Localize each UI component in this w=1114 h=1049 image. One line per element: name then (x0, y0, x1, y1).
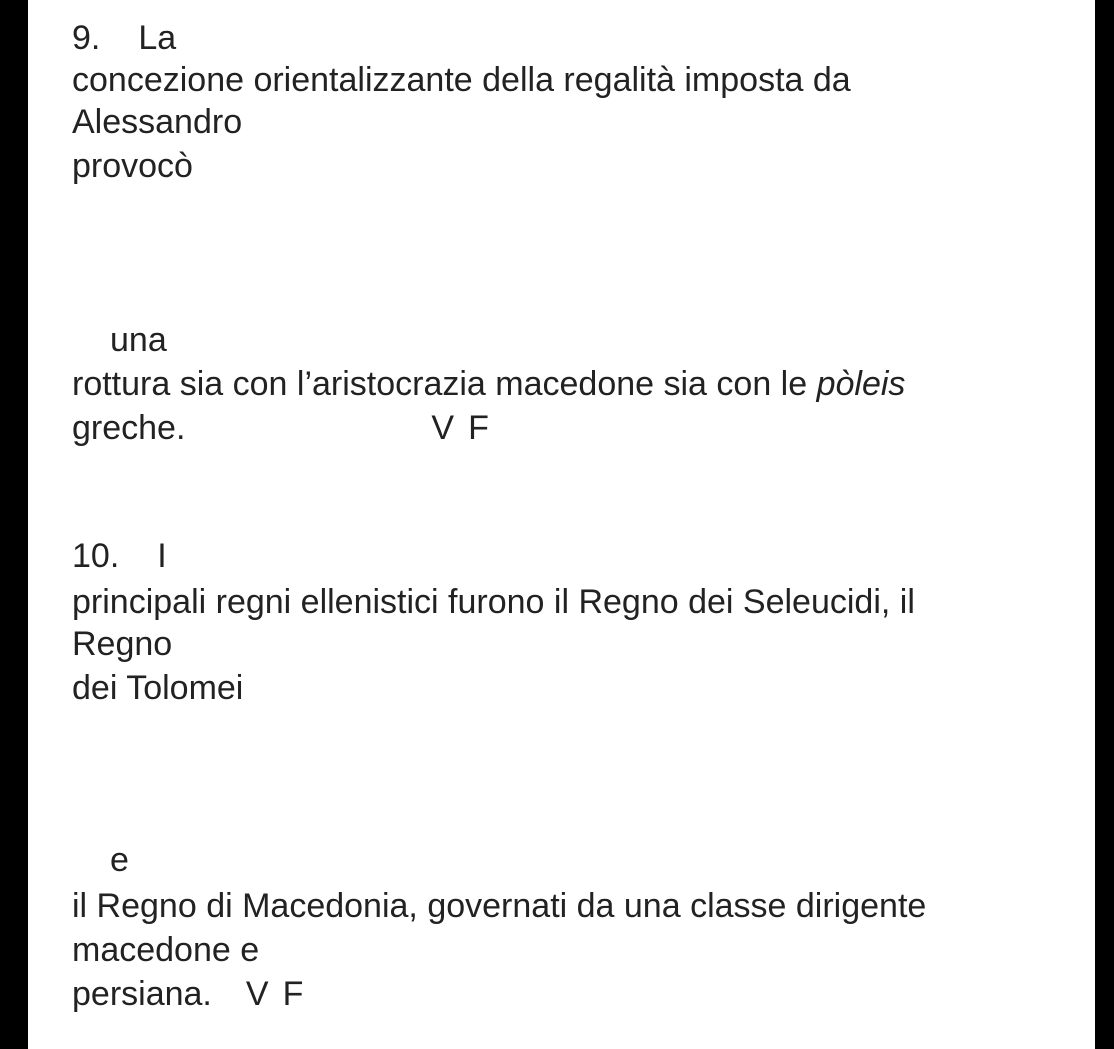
q10-line-4: dei Tolomei (72, 669, 244, 707)
q9-false-option[interactable]: F (468, 409, 489, 447)
q10-line-2: principali regni ellenistici furono il Regno dei Seleucidi, il (72, 583, 915, 621)
q10-line-8 (72, 974, 303, 1014)
q10-number: 10. (72, 537, 120, 575)
q9-poleis: pòleis (816, 365, 906, 403)
q9-line-6-text: rottura sia con l’aristocrazia macedone sia con le (72, 365, 817, 403)
q10-persiana: persiana. (72, 975, 212, 1013)
q9-line-5: una (110, 321, 167, 359)
q10-line-1 (72, 536, 167, 576)
q10-line-7: macedone e (72, 931, 260, 969)
document-page (28, 0, 1095, 1049)
q9-line-1 (72, 18, 176, 58)
q9-true-option[interactable]: V (431, 409, 455, 447)
q9-line-2: concezione orientalizzante della regalità imposta da (72, 61, 851, 99)
q10-false-option[interactable]: F (282, 975, 304, 1013)
q9-number: 9. (72, 19, 101, 57)
q9-line-7 (72, 408, 489, 448)
q10-line-6: il Regno di Macedonia, governati da una classe dirigente (72, 887, 927, 925)
q9-line-3: Alessandro (72, 103, 243, 141)
q9-line-4: provocò (72, 147, 193, 185)
q9-greche: greche. (72, 409, 186, 447)
q10-true-option[interactable]: V (245, 975, 269, 1013)
q10-line-3: Regno (72, 625, 173, 663)
q9-line-6 (72, 364, 905, 404)
q10-line-5: e (110, 841, 129, 879)
q9-lead: La (138, 19, 177, 57)
q10-lead: I (157, 537, 167, 575)
